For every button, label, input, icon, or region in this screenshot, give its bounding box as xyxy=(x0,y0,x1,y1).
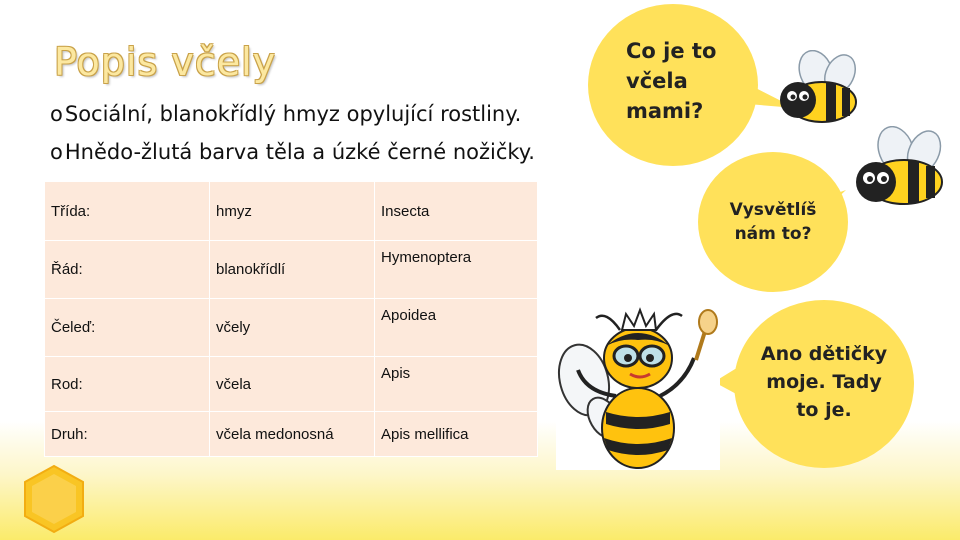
bubble-text: Vysvětlíš nám to? xyxy=(729,200,817,244)
bee-icon xyxy=(770,50,866,126)
table-cell: Rod: xyxy=(45,357,210,412)
table-cell: Apoidea xyxy=(375,299,538,357)
table-cell: Insecta xyxy=(375,182,538,241)
table-cell: Čeleď: xyxy=(45,299,210,357)
bullet-list xyxy=(50,95,535,171)
table-cell: Druh: xyxy=(45,412,210,457)
table-cell: Apis mellifica xyxy=(375,412,538,457)
speech-bubble-child-question xyxy=(588,4,758,166)
table-cell: včela xyxy=(210,357,375,412)
table-row xyxy=(45,299,538,357)
speech-bubble-mother-answer xyxy=(734,300,914,468)
table-cell: Třída: xyxy=(45,182,210,241)
bullet-text: Sociální, blanokřídlý hmyz opylující rostliny. xyxy=(64,102,522,126)
taxonomy-table xyxy=(44,181,538,457)
table-cell: Hymenoptera xyxy=(375,241,538,299)
bullet-mark: o xyxy=(50,102,63,126)
bullet-item xyxy=(50,133,535,171)
bubble-text: Co je to včela mami? xyxy=(626,39,717,123)
table-row xyxy=(45,357,538,412)
table-cell: Řád: xyxy=(45,241,210,299)
honeycomb-hexagon-icon xyxy=(22,464,86,534)
table-row xyxy=(45,241,538,299)
table-row xyxy=(45,412,538,457)
table-cell: včela medonosná xyxy=(210,412,375,457)
bullet-mark: o xyxy=(50,140,63,164)
bubble-text: Ano dětičky moje. Tady to je. xyxy=(760,343,888,421)
table-cell: hmyz xyxy=(210,182,375,241)
bullet-text: Hnědo-žlutá barva těla a úzké černé nožičky. xyxy=(64,140,535,164)
page-title: Popis včely xyxy=(54,40,277,84)
speech-bubble-child-request xyxy=(698,152,848,292)
bullet-item xyxy=(50,95,535,133)
table-cell: Apis xyxy=(375,357,538,412)
queen-bee-icon xyxy=(556,300,720,470)
table-row xyxy=(45,182,538,241)
table-cell: blanokřídlí xyxy=(210,241,375,299)
bee-icon xyxy=(846,126,950,210)
table-cell: včely xyxy=(210,299,375,357)
